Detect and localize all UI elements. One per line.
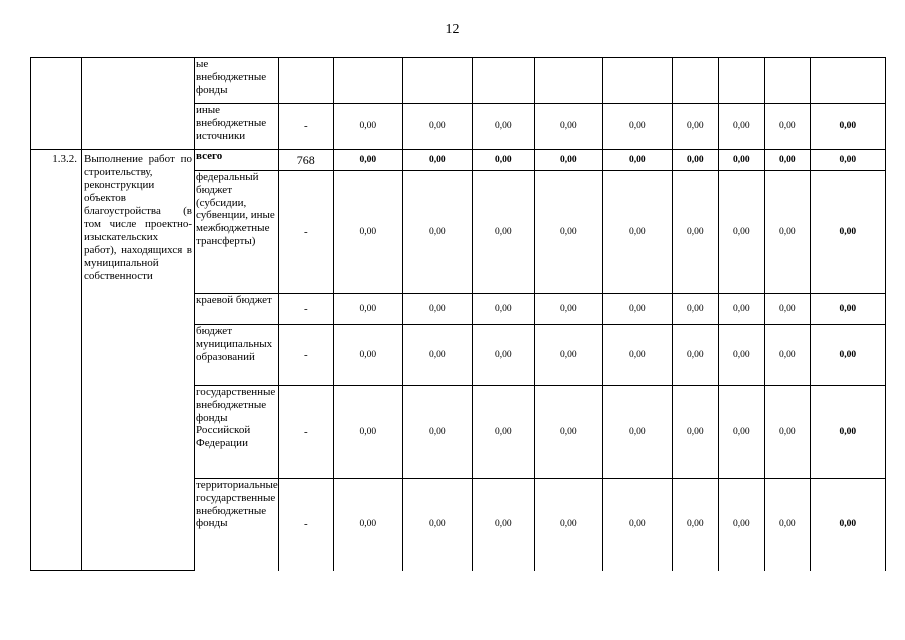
value-cell: 0,00 xyxy=(672,479,718,571)
value-cell: 0,00 xyxy=(534,386,602,479)
value-cell: 0,00 xyxy=(602,294,672,325)
value-cell: 0,00 xyxy=(764,325,810,386)
value-cell: 0,00 xyxy=(602,150,672,171)
value-cell: 0,00 xyxy=(472,150,534,171)
value-cell: 0,00 xyxy=(402,294,472,325)
total-cell: 0,00 xyxy=(810,150,885,171)
value-cell: 0,00 xyxy=(718,104,764,150)
source-cell: территориальные государственные внебюджетные фонды xyxy=(195,479,279,571)
count-cell: - xyxy=(278,294,333,325)
value-cell: 0,00 xyxy=(333,104,402,150)
value-cell: 0,00 xyxy=(602,171,672,294)
value-cell: 0,00 xyxy=(602,104,672,150)
value-cell: 0,00 xyxy=(672,294,718,325)
value-cell: 0,00 xyxy=(764,386,810,479)
value-cell: 0,00 xyxy=(764,294,810,325)
value-cell: 0,00 xyxy=(402,325,472,386)
table-row xyxy=(31,58,886,104)
value-cell: 0,00 xyxy=(534,325,602,386)
value-cell: 0,00 xyxy=(718,325,764,386)
value-cell: 0,00 xyxy=(402,386,472,479)
count-cell: - xyxy=(278,386,333,479)
source-cell: федеральный бюджет (субсидии, субвенции, иные межбюджетные трансферты) xyxy=(195,171,279,294)
value-cell: 0,00 xyxy=(602,386,672,479)
value-cell: 0,00 xyxy=(402,479,472,571)
value-cell: 0,00 xyxy=(718,386,764,479)
table-row xyxy=(31,150,886,171)
value-cell: 0,00 xyxy=(764,150,810,171)
value-cell: 0,00 xyxy=(472,479,534,571)
total-cell: 0,00 xyxy=(810,325,885,386)
item-name: Выполнение работ по строительству, реконструкции объектов благоустройства (в том числе проектно-изыскательских работ), находящихся в муниципальной собственности xyxy=(82,150,195,571)
value-cell: 0,00 xyxy=(333,325,402,386)
value-cell: 0,00 xyxy=(672,325,718,386)
value-cell: 0,00 xyxy=(718,171,764,294)
source-cell: иные внебюджетные источники xyxy=(195,104,279,150)
total-cell: 0,00 xyxy=(810,104,885,150)
value-cell: 0,00 xyxy=(472,171,534,294)
value-cell: 0,00 xyxy=(672,150,718,171)
name-cell xyxy=(82,58,195,150)
value-cell: 0,00 xyxy=(333,294,402,325)
value-cell: 0,00 xyxy=(534,294,602,325)
value-cell: 0,00 xyxy=(472,294,534,325)
source-cell: всего xyxy=(195,150,279,171)
page-number: 12 xyxy=(445,22,460,37)
value-cell: 0,00 xyxy=(472,386,534,479)
count-cell: 768 xyxy=(278,150,333,171)
value-cell: 0,00 xyxy=(718,479,764,571)
count-cell: - xyxy=(278,104,333,150)
code-cell xyxy=(31,58,82,150)
value-cell: 0,00 xyxy=(333,171,402,294)
total-cell: 0,00 xyxy=(810,171,885,294)
value-cell: 0,00 xyxy=(672,386,718,479)
value-cell: 0,00 xyxy=(534,150,602,171)
value-cell: 0,00 xyxy=(402,150,472,171)
source-cell: бюджет муниципальных образований xyxy=(195,325,279,386)
value-cell: 0,00 xyxy=(672,171,718,294)
value-cell: 0,00 xyxy=(764,171,810,294)
value-cell: 0,00 xyxy=(333,386,402,479)
value-cell: 0,00 xyxy=(534,171,602,294)
value-cell: 0,00 xyxy=(602,479,672,571)
value-cell: 0,00 xyxy=(764,479,810,571)
source-cell: ые внебюджетные фонды xyxy=(195,58,279,104)
value-cell: 0,00 xyxy=(402,104,472,150)
value-cell: 0,00 xyxy=(333,479,402,571)
count-cell: - xyxy=(278,171,333,294)
value-cell: 0,00 xyxy=(402,171,472,294)
value-cell: 0,00 xyxy=(764,104,810,150)
value-cell: 0,00 xyxy=(534,104,602,150)
value-cell: 0,00 xyxy=(602,325,672,386)
item-code: 1.3.2. xyxy=(31,150,82,571)
value-cell: 0,00 xyxy=(472,104,534,150)
count-cell: - xyxy=(278,325,333,386)
value-cell: 0,00 xyxy=(672,104,718,150)
source-cell: краевой бюджет xyxy=(195,294,279,325)
value-cell: 0,00 xyxy=(534,479,602,571)
source-cell: государственные внебюджетные фонды Российской Федерации xyxy=(195,386,279,479)
total-cell: 0,00 xyxy=(810,479,885,571)
value-cell: 0,00 xyxy=(718,150,764,171)
value-cell: 0,00 xyxy=(333,150,402,171)
budget-table xyxy=(30,57,886,571)
total-cell: 0,00 xyxy=(810,386,885,479)
count-cell: - xyxy=(278,479,333,571)
value-cell: 0,00 xyxy=(472,325,534,386)
value-cell: 0,00 xyxy=(718,294,764,325)
total-cell: 0,00 xyxy=(810,294,885,325)
